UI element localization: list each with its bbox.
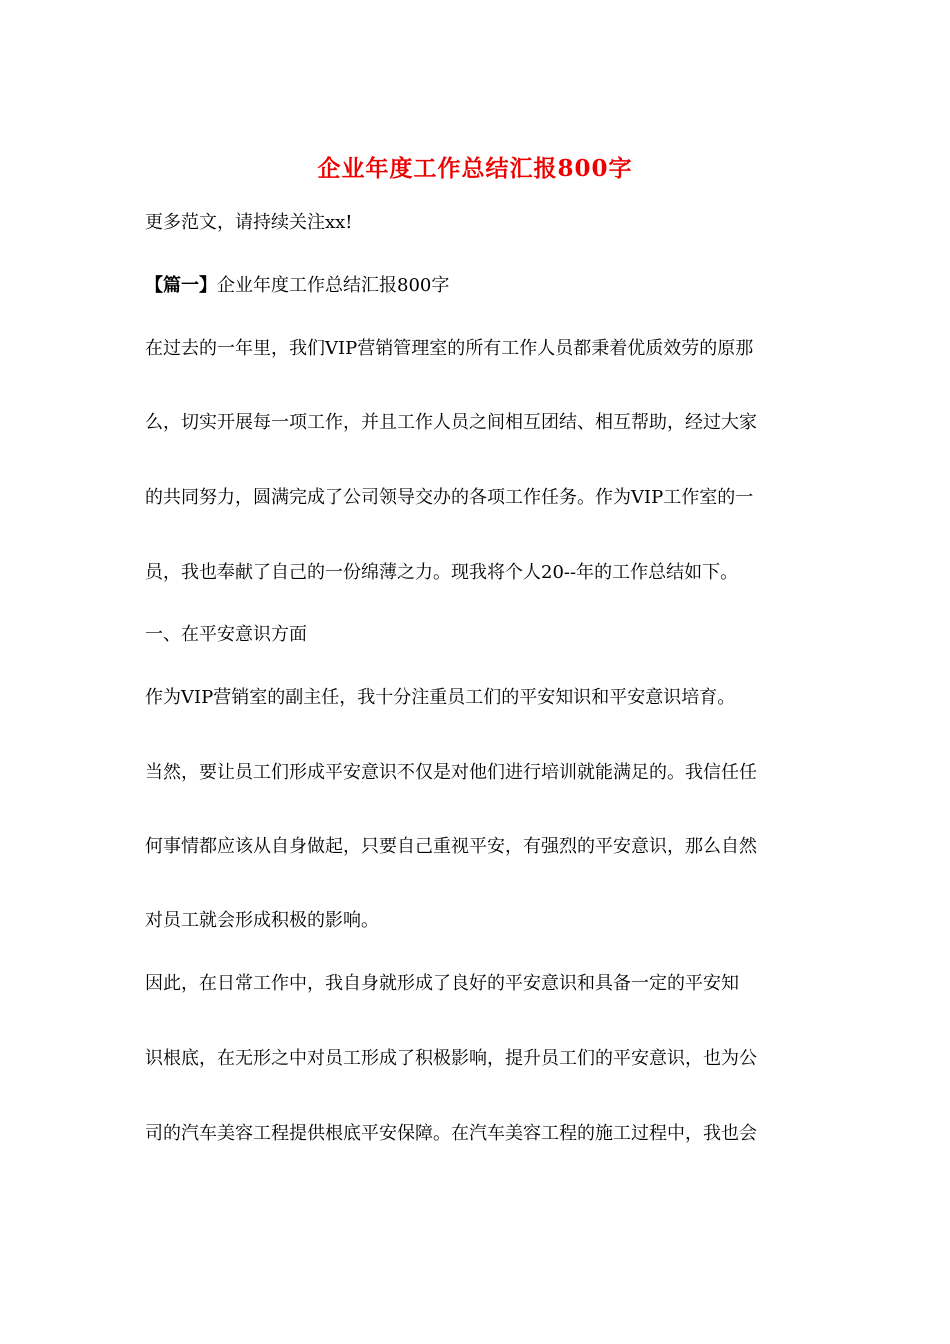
body-line: 何事情都应该从自身做起，只要自己重视平安，有强烈的平安意识，那么自然 <box>145 836 757 857</box>
body-line: 当然，要让员工们形成平安意识不仅是对他们进行培训就能满足的。我信任任 <box>145 762 757 783</box>
intro-text: 更多范文，请持续关注xx! <box>145 212 353 233</box>
body-line: 因此，在日常工作中，我自身就形成了良好的平安意识和具备一定的平安知 <box>145 973 739 994</box>
body-line: 员，我也奉献了自己的一份绵薄之力。现我将个人20--年的工作总结如下。 <box>145 562 739 583</box>
body-line: 在过去的一年里，我们VIP营销管理室的所有工作人员都秉着优质效劳的原那 <box>145 338 754 359</box>
document-title: 企业年度工作总结汇报800字 <box>317 155 633 182</box>
section-heading <box>145 273 805 299</box>
body-line: 司的汽车美容工程提供根底平安保障。在汽车美容工程的施工过程中，我也会 <box>145 1123 757 1144</box>
subheading: 一、在平安意识方面 <box>145 624 307 645</box>
body-line: 作为VIP营销室的副主任，我十分注重员工们的平安知识和平安意识培育。 <box>145 687 736 708</box>
section-heading-text: 企业年度工作总结汇报800字 <box>217 275 450 296</box>
body-line: 对员工就会形成积极的影响。 <box>145 910 379 931</box>
body-line: 么，切实开展每一项工作，并且工作人员之间相互团结、相互帮助，经过大家 <box>145 412 757 433</box>
section-heading-marker: 【篇一】 <box>145 275 217 296</box>
body-line: 识根底，在无形之中对员工形成了积极影响，提升员工们的平安意识，也为公 <box>145 1048 757 1069</box>
body-line: 的共同努力，圆满完成了公司领导交办的各项工作任务。作为VIP工作室的一 <box>145 487 754 508</box>
